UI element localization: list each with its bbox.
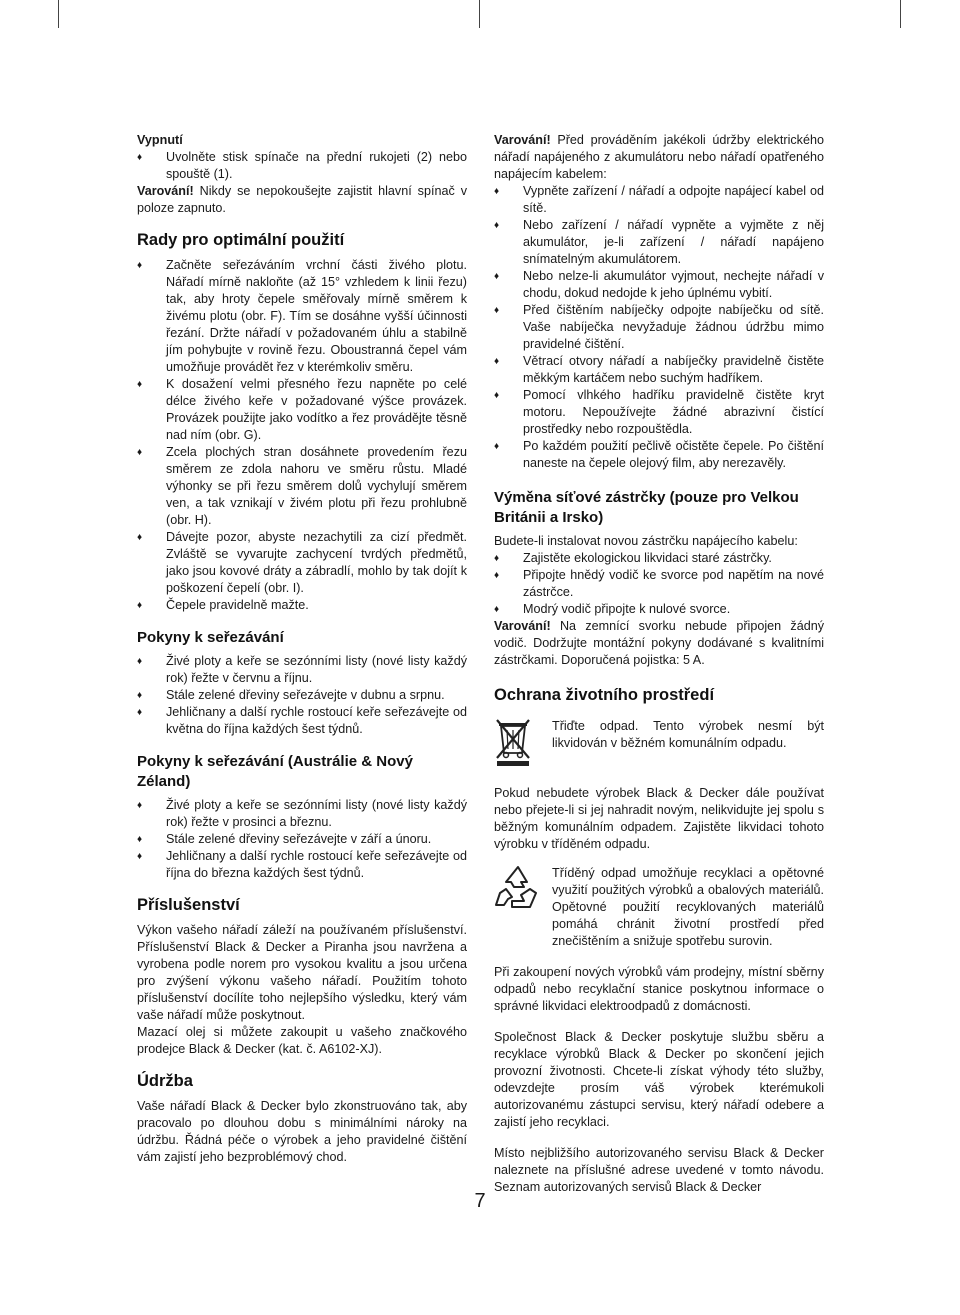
udrzba-paragraph: Vaše nářadí Black & Decker bylo zkonstruováno tak, aby pracovalo po dlouhou dobu s minimálními nároky na údržbu. Řádná péče o výrobek a jeho pravidelné čištění vám zajistí jeho bezproblémový chod. [137,1099,467,1164]
recycling-arrows-icon [494,865,542,916]
warning-text: Před prováděním jakékoli údržby elektrického nářadí napájeného z akumulátoru nebo nářadí opatřeného napájecím kabelem: [494,133,824,181]
heading-ochrana: Ochrana životního prostředí [494,686,715,704]
vypnuti-list [137,149,467,183]
heading-pokyny: Pokyny k seřezávání [137,629,284,646]
pokyny-list [137,653,467,738]
zastrcka-warning [494,618,824,669]
ochrana-paragraph: Při zakoupení nových výrobků vám prodejny, místní sběrny odpadů nebo recyklační stanice poskytnou informace o správné likvidaci elektroodpadů z domácnosti. [494,965,824,1013]
warning-text: Na zemnící svorku nebude připojen žádný vodič. Dodržujte montážní pokyny dodávané s kvalitními zástrčkami. Doporučená pojistka: 5 A. [494,619,824,667]
list-item: ♦ Před čištěním nabíječky odpojte nabíječku od sítě. Vaše nabíječka nevyžaduje žádnou údržbu mimo pravidelné čištění. [494,302,824,353]
heading-rady: Rady pro optimální použití [137,231,345,249]
list-item: ♦ Čepele pravidelně mažte. [137,597,467,614]
heading-prislusenstvi: Příslušenství [137,896,240,914]
zastrcka-list [494,550,824,618]
heading-vypnuti: Vypnutí [137,133,183,147]
prislusenstvi-paragraph: Výkon vašeho nářadí záleží na používaném příslušenství. Příslušenství Black & Decker a Piranha jsou navržena a vyrobena podle norem pro vysokou kvalitu a jsou určena pro zvýšení výkonu vašeho nářadí. Použitím tohoto příslušenství docílíte toho nejlepšího výsledku, který vám vaše nářadí může poskytnout. [137,923,467,1022]
list-item: ♦ Živé ploty a keře se sezónními listy (nové listy každý rok) řežte v červnu a říjnu. [137,653,467,687]
page-number: 7 [474,1190,486,1212]
warning-label: Varování! [494,619,551,633]
list-item: ♦ Zcela plochých stran dosáhnete provedením řezu směrem ze zdola nahoru ve směru růstu. Mladé výhonky se při řezu směrem dolů vychylují směrem ven, a tak vznikají v živém plotu při řezu prohlubně (obr. H). [137,444,467,529]
rady-list [137,257,467,614]
warning-text: Nikdy se nepokoušejte zajistit hlavní spínač v poloze zapnuto. [137,184,467,215]
list-item: ♦ Modrý vodič připojte k nulové svorce. [494,601,824,618]
ochrana-paragraph: Společnost Black & Decker poskytuje službu sběru a recyklace výrobků Black & Decker po skončení jejich provozní životnosti. Chcete-li získat výhody této služby, odevzdejte prosím váš výrobek kterémukoli autorizovanému zástupci servisu, který nářadí odebere a zajistí jeho recyklaci. [494,1030,824,1129]
list-item: ♦ Začněte seřezáváním vrchní části živého plotu. Nářadí mírně nakloňte (až 15° vzhledem k linii řezu) tak, aby hroty čepele směřovaly mírně směrem k živému plotu (obr. F). Tím se dosáhne vyšší účinnosti řezání. Držte nářadí v požadovaném úhlu a stabilně jím pohybujte v rovině řezu. Oboustranná čepel vám umožňuje provádět řez v kterémkoliv směru. [137,257,467,376]
maintenance-list [494,183,824,472]
list-item: ♦ Nebo nelze-li akumulátor vyjmout, nechejte nářadí v chodu, dokud nedojde k jeho úplnému vybití. [494,268,824,302]
list-item: ♦ Větrací otvory nářadí a nabíječky pravidelně čistěte měkkým kartáčem nebo suchým hadříkem. [494,353,824,387]
list-item: ♦ Po každém použití pečlivě očistěte čepele. Po čištění naneste na čepele olejový film, aby nerezavěly. [494,438,824,472]
ochrana-paragraph: Pokud nebudete výrobek Black & Decker dále používat nebo přejete-li si jej nahradit novým, nelikvidujte jej spolu s běžným komunálním odpadem. Zajistěte likvidaci tohoto výrobku v tříděném odpadu. [494,786,824,851]
list-item: ♦ Nebo zařízení / nářadí vypněte a vyjměte z něj akumulátor, je-li zařízení / nářadí napájeno snímatelným akumulátorem. [494,217,824,268]
heading-pokyny-australie: Pokyny k seřezávání (Austrálie & Nový Zéland) [137,753,413,790]
list-item: ♦ Živé ploty a keře se sezónními listy (nové listy každý rok) řežte v prosinci a březnu. [137,797,467,831]
right-column [494,132,824,1196]
crop-mark-right [900,0,901,28]
list-item: ♦ K dosažení velmi přesného řezu napněte po celé délce živého keře v požadované výšce provázek. Provázek použijte jako vodítko a řez provádějte těsně nad ním (obr. G). [137,376,467,444]
list-item: ♦ Připojte hnědý vodič ke svorce pod napětím na nové zástrčce. [494,567,824,601]
warning-label: Varování! [137,184,194,198]
list-item: ♦ Jehličnany a další rychle rostoucí keře seřezávejte od října do března každých šest týdnů. [137,848,467,882]
heading-zastrcka: Výměna síťové zástrčky (pouze pro Velkou Británii a Irsko) [494,489,799,526]
list-item: ♦ Stále zelené dřeviny seřezávejte v září a únoru. [137,831,467,848]
ochrana-paragraph: Místo nejbližšího autorizovaného servisu Black & Decker naleznete na příslušné adrese uvedené v tomto návodu. Seznam autorizovaných servisů Black & Decker [494,1146,824,1194]
list-item: ♦ Dávejte pozor, abyste nezachytili za cizí předmět. Zvláště se vyvarujte zachycení tvrdých předmětů, jako jsou kovové dráty a zábradlí, mohlo by tak dojít k poškození čepelí (obr. I). [137,529,467,597]
list-item: ♦ Jehličnany a další rychle rostoucí keře seřezávejte od května do října každých šest týdnů. [137,704,467,738]
list-item: ♦ Vypněte zařízení / nářadí a odpojte napájecí kabel od sítě. [494,183,824,217]
recycle-row [494,865,824,950]
zastrcka-intro: Budete-li instalovat novou zástrčku napájecího kabelu: [494,534,798,548]
crossed-out-wheelie-bin-icon [494,718,542,771]
warning-label: Varování! [494,133,551,147]
list-item: ♦ Stále zelené dřeviny seřezávejte v dubnu a srpnu. [137,687,467,704]
crop-mark-center [479,0,480,28]
heading-udrzba: Údržba [137,1072,193,1090]
maintenance-warning [494,132,824,183]
crop-mark-left [58,0,59,28]
pokyny-australie-list [137,797,467,882]
weee-text: Třiďte odpad. Tento výrobek nesmí být likvidován v běžném komunálním odpadu. [552,719,824,750]
recycle-text: Tříděný odpad umožňuje recyklaci a opětovné využití použitých výrobků a obalových materiálů. Opětovné použití recyklovaných materiálů pomáhá chránit životní prostředí před znečištěním a snižuje spotřebu surovin. [552,866,824,948]
list-item: ♦ Uvolněte stisk spínače na přední rukojeti (2) nebo spouště (1). [137,149,467,183]
prislusenstvi-oil-paragraph: Mazací olej si můžete zakoupit u vašeho značkového prodejce Black & Decker (kat. č. A6102-XJ). [137,1025,467,1056]
vypnuti-warning [137,183,467,217]
list-item: ♦ Pomocí vlhkého hadříku pravidelně čistěte kryt motoru. Nepoužívejte žádné abrazivní čistící prostředky nebo rozpouštědla. [494,387,824,438]
weee-row [494,718,824,771]
list-item: ♦ Zajistěte ekologickou likvidaci staré zástrčky. [494,550,824,567]
left-column [137,132,467,1166]
